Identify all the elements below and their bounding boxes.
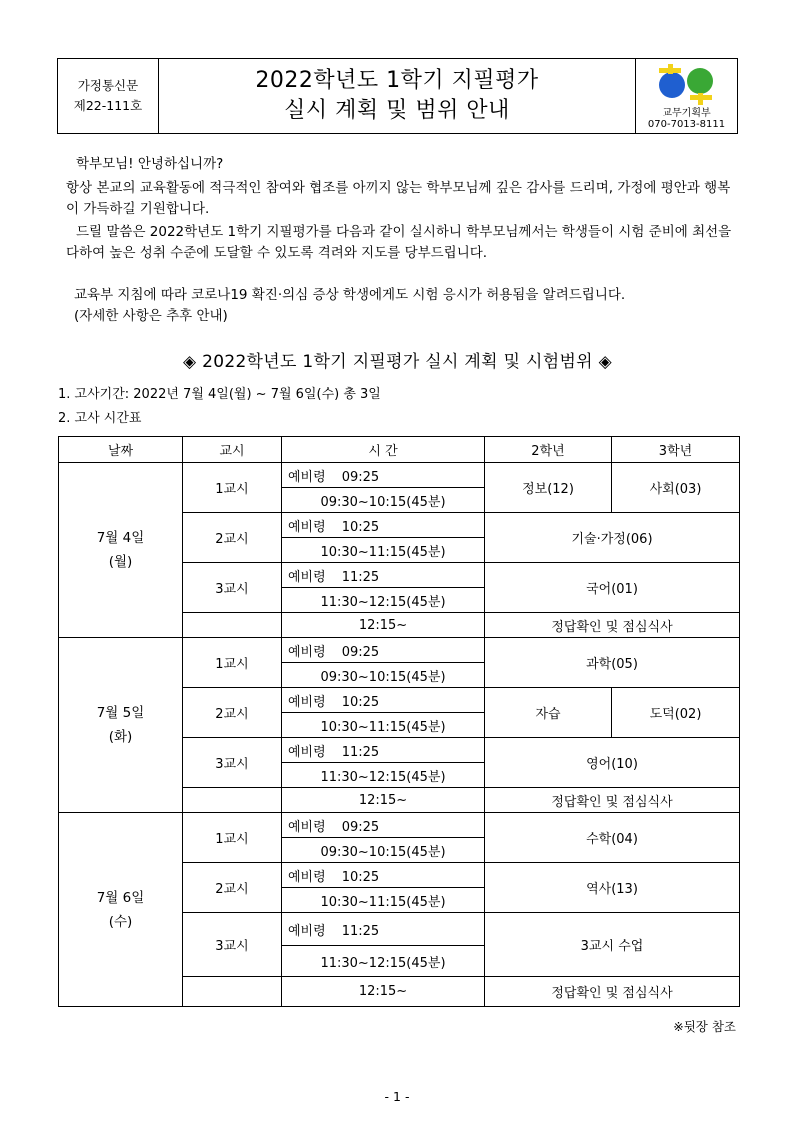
- period-cell: 3교시: [183, 913, 282, 977]
- header-grade-2: 2학년: [485, 437, 612, 463]
- subject-both-grades: 역사(13): [485, 863, 740, 913]
- prep-time-cell: [282, 563, 485, 588]
- letter-number: 제22-111호: [73, 98, 143, 113]
- period-cell: 2교시: [183, 863, 282, 913]
- back-page-note: ※뒷장 참조: [673, 1019, 736, 1034]
- prep-time-cell: [282, 863, 485, 888]
- prep-time-cell: [282, 463, 485, 488]
- covid-notice: 교육부 지침에 따라 코로나19 확진·의심 증상 학생에게도 시험 응시가 허용됨을 알려드립니다.: [74, 287, 626, 303]
- prep-time: 09:25: [341, 819, 380, 835]
- header-grade-3: 3학년: [612, 437, 740, 463]
- subject-both-grades: 과학(05): [485, 638, 740, 688]
- exam-time-cell: 10:30~11:15(45분): [282, 538, 485, 563]
- paragraph-1: 항상 본교의 교육활동에 적극적인 참여와 협조를 아끼지 않는 학부모님께 깊은 감사를 드리며, 가정에 평안과 행복이 가득하길 기원합니다.: [66, 180, 731, 217]
- period-cell: 1교시: [183, 638, 282, 688]
- section-title: ◈ 2022학년도 1학기 지필평가 실시 계획 및 시험범위 ◈: [183, 352, 612, 372]
- exam-time-cell: 09:30~10:15(45분): [282, 488, 485, 513]
- exam-time-cell: 11:30~12:15(45분): [282, 588, 485, 613]
- lunch-cell: 정답확인 및 점심식사: [485, 977, 740, 1007]
- empty-period-cell: [183, 613, 282, 638]
- prep-label: 예비령: [288, 744, 326, 760]
- prep-label: 예비령: [288, 569, 326, 585]
- letter-title: [159, 59, 635, 133]
- schedule-heading: 2. 고사 시간표: [58, 411, 142, 426]
- period-cell: 1교시: [183, 813, 282, 863]
- header-date: 날짜: [59, 437, 183, 463]
- paragraph-3: [66, 285, 742, 327]
- prep-time: 11:25: [341, 744, 380, 760]
- page-number: - 1 -: [384, 1089, 410, 1104]
- weekday-text: (수): [108, 913, 133, 930]
- exam-time-cell: 09:30~10:15(45분): [282, 663, 485, 688]
- prep-label: 예비령: [288, 694, 326, 710]
- table-row: [59, 638, 740, 663]
- period-cell: 1교시: [183, 463, 282, 513]
- prep-label: 예비령: [288, 869, 326, 885]
- title-line-2: 실시 계획 및 범위 안내: [284, 98, 510, 123]
- exam-time-cell: 10:30~11:15(45분): [282, 713, 485, 738]
- prep-label: 예비령: [288, 469, 326, 485]
- lunch-time-cell: 12:15~: [282, 977, 485, 1007]
- prep-time-cell: [282, 738, 485, 763]
- subject-grade-3: 도덕(02): [612, 688, 740, 738]
- covid-notice-detail: (자세한 사항은 추후 안내): [74, 308, 228, 324]
- subject-both-grades: 3교시 수업: [485, 913, 740, 977]
- letter-type: 가정통신문: [77, 78, 139, 93]
- lunch-cell: 정답확인 및 점심식사: [485, 788, 740, 813]
- title-line-1: 2022학년도 1학기 지필평가: [255, 68, 539, 93]
- exam-time-cell: 10:30~11:15(45분): [282, 888, 485, 913]
- date-cell: [59, 813, 183, 1007]
- period-cell: 2교시: [183, 513, 282, 563]
- department-name: 교무기획부: [662, 108, 711, 119]
- prep-time: 10:25: [341, 519, 380, 535]
- subject-grade-3: 사회(03): [612, 463, 740, 513]
- subject-both-grades: 국어(01): [485, 563, 740, 613]
- weekday-text: (월): [108, 554, 133, 570]
- table-header-row: [59, 437, 740, 463]
- exam-period: 1. 고사기간: 2022년 7월 4일(월) ~ 7월 6일(수) 총 3일: [58, 387, 381, 402]
- prep-time: 09:25: [341, 469, 380, 485]
- header-period: 교시: [183, 437, 282, 463]
- subject-both-grades: 기술·가정(06): [485, 513, 740, 563]
- date-text: 7월 5일: [96, 705, 145, 721]
- prep-time-cell: [282, 513, 485, 538]
- prep-time-cell: [282, 913, 485, 946]
- period-cell: 3교시: [183, 738, 282, 788]
- exam-time-cell: 09:30~10:15(45분): [282, 838, 485, 863]
- lunch-time-cell: 12:15~: [282, 613, 485, 638]
- prep-time-cell: [282, 688, 485, 713]
- prep-time: 11:25: [341, 923, 380, 939]
- date-text: 7월 4일: [96, 530, 145, 546]
- header-time: 시 간: [282, 437, 485, 463]
- department-phone: 070-7013-8111: [647, 119, 726, 130]
- subject-grade-2: 자습: [485, 688, 612, 738]
- lunch-cell: 정답확인 및 점심식사: [485, 613, 740, 638]
- school-logo-icon: [655, 63, 719, 107]
- prep-label: 예비령: [288, 923, 326, 939]
- empty-period-cell: [183, 977, 282, 1007]
- prep-time: 11:25: [341, 569, 380, 585]
- table-row: [59, 463, 740, 488]
- table-row: [59, 813, 740, 838]
- subject-both-grades: 영어(10): [485, 738, 740, 788]
- date-text: 7월 6일: [96, 889, 145, 906]
- subject-both-grades: 수학(04): [485, 813, 740, 863]
- date-cell: [59, 638, 183, 813]
- paragraph-2-text: 드릴 말씀은 2022학년도 1학기 지필평가를 다음과 같이 실시하니 학부모님께서는 학생들이 시험 준비에 최선을 다하여 높은 성취 수준에 도달할 수 있도록 격려와 지도를 당부드립니다.: [66, 224, 732, 261]
- greeting: 학부모님! 안녕하십니까?: [76, 156, 224, 172]
- period-cell: 2교시: [183, 688, 282, 738]
- prep-label: 예비령: [288, 519, 326, 535]
- letter-number-box: [58, 59, 159, 133]
- date-cell: [59, 463, 183, 638]
- exam-time-cell: 11:30~12:15(45분): [282, 763, 485, 788]
- empty-period-cell: [183, 788, 282, 813]
- exam-schedule-table: [58, 436, 740, 1007]
- letter-header: [57, 58, 738, 134]
- prep-label: 예비령: [288, 819, 326, 835]
- exam-time-cell: 11:30~12:15(45분): [282, 946, 485, 977]
- subject-grade-2: 정보(12): [485, 463, 612, 513]
- period-cell: 3교시: [183, 563, 282, 613]
- prep-time: 09:25: [341, 644, 380, 660]
- prep-time-cell: [282, 813, 485, 838]
- prep-time: 10:25: [341, 694, 380, 710]
- paragraph-2: [66, 222, 734, 264]
- lunch-time-cell: 12:15~: [282, 788, 485, 813]
- prep-label: 예비령: [288, 644, 326, 660]
- prep-time-cell: [282, 638, 485, 663]
- weekday-text: (화): [108, 729, 133, 745]
- prep-time: 10:25: [341, 869, 380, 885]
- department-box: [635, 59, 737, 133]
